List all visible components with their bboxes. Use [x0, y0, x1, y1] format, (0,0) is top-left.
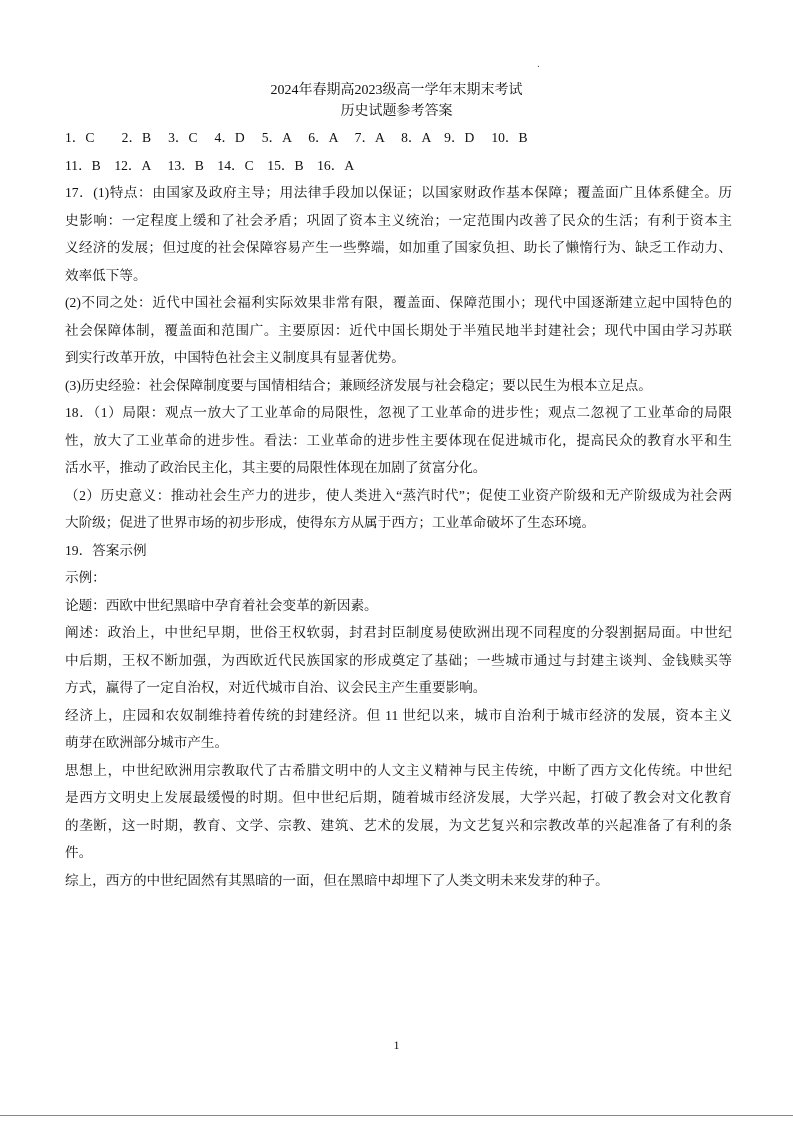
q17-line: 到实行改革开放，中国特色社会主义制度具有显著优势。: [65, 350, 405, 365]
header-mark: .: [537, 60, 540, 70]
q17-line: 效率低下等。: [65, 267, 147, 283]
q17-line: 17．(1)特点：由国家及政府主导；用法律手段加以保证；以国家财政作基本保障；覆盖面广且体系健全。历: [65, 185, 732, 200]
choice-answers-row-2: 11．B 12．A 13．B 14．C 15．B 16．A: [65, 157, 355, 173]
exam-title: 2024年春期高2023级高一学年末期末考试: [270, 83, 523, 98]
q18-line: （2）历史意义：推动社会生产力的进步，使人类进入“蒸汽时代”；促使工业资产阶级和无产阶级成为社会两: [65, 487, 732, 503]
bottom-divider: [0, 1115, 793, 1116]
q17-line: 义经济的发展；但过度的社会保障容易产生一些弊端，如加重了国家负担、助长了懒惰行为、缺乏工作动力、: [65, 240, 732, 255]
q17-line: 史影响：一定程度上缓和了社会矛盾；巩固了资本主义统治；一定范围内改善了民众的生活；有利于资本主: [65, 212, 732, 228]
q19-line: 件。: [65, 845, 93, 860]
exam-subtitle: 历史试题参考答案: [340, 104, 453, 119]
q19-line: 是西方文明史上发展最缓慢的时期。但中世纪后期，随着城市经济发展，大学兴起，打破了教会对文化教育: [65, 790, 732, 805]
q19-line: 经济上，庄园和农奴制维持着传统的封建经济。但 11 世纪以来，城市自治利于城市经济的发展，资本主义: [65, 707, 732, 723]
choice-answers-row-1: 1．C 2．B 3．C 4．D 5．A 6．A 7．A 8．A 9．D 10．B: [65, 130, 528, 145]
q19-line: 中后期，王权不断加强，为西欧近代民族国家的形成奠定了基础；一些城市通过与封建主谈判、金钱赎买等: [65, 652, 732, 668]
q19-line: 论题：西欧中世纪黑暗中孕育着社会变革的新因素。: [65, 597, 378, 613]
q19-line: 的垄断，这一时期，教育、文学、宗教、建筑、艺术的发展，为文艺复兴和宗教改革的兴起准备了有利的条: [65, 817, 732, 833]
q19-line: 阐述：政治上，中世纪早期，世俗王权软弱，封君封臣制度易使欧洲出现不同程度的分裂割据局面。中世纪: [65, 625, 732, 640]
page-number: 1: [393, 1038, 400, 1052]
q19-line: 思想上，中世纪欧洲用宗教取代了古希腊文明中的人文主义精神与民主传统，中断了西方文化传统。中世纪: [65, 762, 732, 778]
q17-line: (2)不同之处：近代中国社会福利实际效果非常有限，覆盖面、保障范围小；现代中国逐渐建立起中国特色的: [65, 295, 732, 310]
answer-body: [65, 124, 732, 894]
q17-line: 社会保障体制，覆盖面和范围广。主要原因：近代中国长期处于半殖民地半封建社会；现代中国由学习苏联: [65, 322, 732, 338]
q19-line: 19．答案示例: [65, 542, 147, 558]
q17-line: (3)历史经验：社会保障制度要与国情相结合；兼顾经济发展与社会稳定；要以民生为根本立足点。: [65, 377, 652, 393]
q19-line: 方式，赢得了一定自治权，对近代城市自治、议会民主产生重要影响。: [65, 680, 487, 695]
q19-line: 综上，西方的中世纪固然有其黑暗的一面，但在黑暗中却埋下了人类文明未来发芽的种子。: [65, 872, 609, 888]
q18-line: 大阶级；促进了世界市场的初步形成，使得东方从属于西方；工业革命破坏了生态环境。: [65, 515, 596, 530]
q19-line: 示例：: [65, 570, 106, 585]
q18-line: 性，放大了工业革命的进步性。看法：工业革命的进步性主要体现在促进城市化，提高民众的教育水平和生: [65, 432, 732, 448]
q19-line: 萌芽在欧洲部分城市产生。: [65, 735, 229, 750]
q18-line: 18．（1）局限：观点一放大了工业革命的局限性，忽视了工业革命的进步性；观点二忽视了工业革命的局限: [65, 405, 732, 420]
q18-line: 活水平，推动了政治民主化，其主要的局限性体现在加剧了贫富分化。: [65, 460, 487, 475]
